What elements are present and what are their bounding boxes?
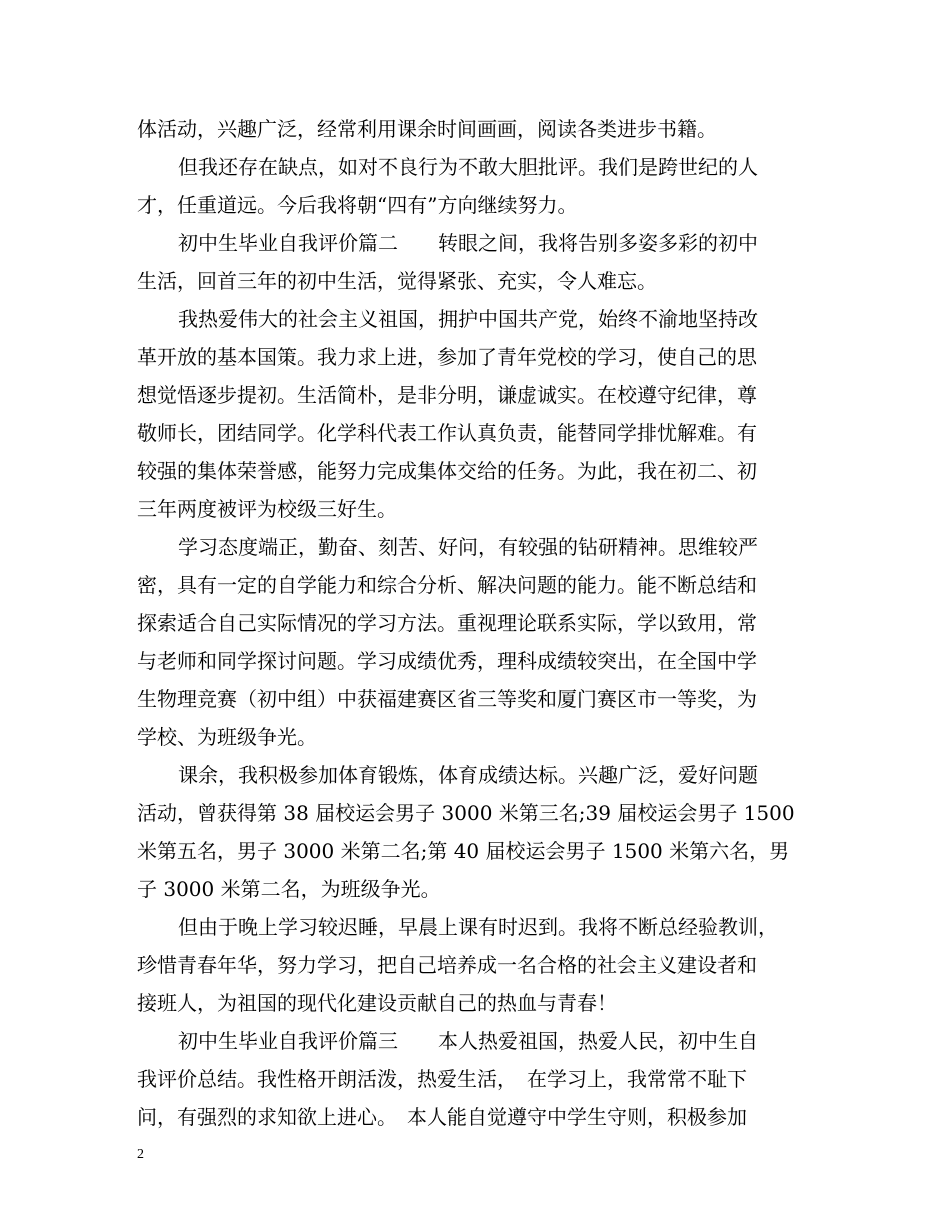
text-line: 体活动，兴趣广泛，经常利用课余时间画画，阅读各类进步书籍。	[137, 117, 717, 141]
text-line: 才，任重道远。今后我将朝“四有”方向继续努力。	[137, 193, 578, 217]
text-line: 但由于晚上学习较迟睡，早晨上课有时迟到。我将不断总经验教训，	[178, 915, 778, 939]
page-number: 2	[137, 1147, 144, 1162]
text-line: 三年两度被评为校级三好生。	[137, 497, 397, 521]
text-line: 初中生毕业自我评价篇三 本人热爱祖国，热爱人民，初中生自	[178, 1029, 758, 1053]
text-line: 密，具有一定的自学能力和综合分析、解决问题的能力。能不断总结和	[137, 573, 757, 597]
text-line: 较强的集体荣誉感，能努力完成集体交给的任务。为此，我在初二、初	[137, 459, 757, 483]
text-line: 珍惜青春年华，努力学习，把自己培养成一名合格的社会主义建设者和	[137, 953, 757, 977]
text-line: 活动，曾获得第 38 届校运会男子 3000 米第三名;39 届校运会男子 1500	[137, 801, 795, 825]
text-line: 问，有强烈的求知欲上进心。 本人能自觉遵守中学生守则，积极参加	[137, 1105, 747, 1129]
text-line: 与老师和同学探讨问题。学习成绩优秀，理科成绩较突出，在全国中学	[137, 649, 757, 673]
text-line: 想觉悟逐步提初。生活简朴，是非分明，谦虚诚实。在校遵守纪律，尊	[137, 383, 757, 407]
text-line: 敬师长，团结同学。化学科代表工作认真负责，能替同学排忧解难。有	[137, 421, 757, 445]
text-line: 我评价总结。我性格开朗活泼，热爱生活， 在学习上，我常常不耻下	[137, 1067, 747, 1091]
text-line: 学校、为班级争光。	[137, 725, 317, 749]
text-line: 生物理竞赛（初中组）中获福建赛区省三等奖和厦门赛区市一等奖，为	[137, 687, 757, 711]
text-line: 我热爱伟大的社会主义祖国，拥护中国共产党，始终不渝地坚持改	[178, 307, 758, 331]
text-line: 但我还存在缺点，如对不良行为不敢大胆批评。我们是跨世纪的人	[178, 155, 758, 179]
text-line: 探索适合自己实际情况的学习方法。重视理论联系实际，学以致用，常	[137, 611, 757, 635]
text-line: 初中生毕业自我评价篇二 转眼之间，我将告别多姿多彩的初中	[178, 231, 758, 255]
text-line: 课余，我积极参加体育锻炼，体育成绩达标。兴趣广泛，爱好问题	[178, 763, 758, 787]
text-line: 学习态度端正，勤奋、刻苦、好问，有较强的钻研精神。思维较严	[178, 535, 758, 559]
text-line: 生活，回首三年的初中生活，觉得紧张、充实，令人难忘。	[137, 269, 657, 293]
text-line: 子 3000 米第二名，为班级争光。	[137, 877, 441, 901]
text-line: 革开放的基本国策。我力求上进，参加了青年党校的学习，使自己的思	[137, 345, 757, 369]
text-line: 米第五名，男子 3000 米第二名;第 40 届校运会男子 1500 米第六名，男	[137, 839, 790, 863]
text-line: 接班人，为祖国的现代化建设贡献自己的热血与青春！	[137, 991, 617, 1015]
